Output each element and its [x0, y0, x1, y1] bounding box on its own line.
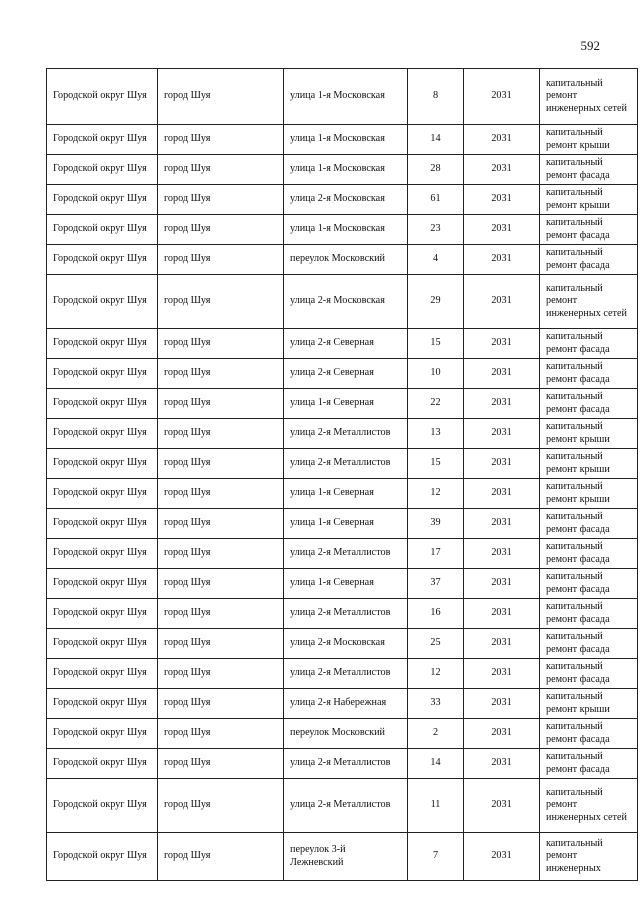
year-cell: 2031 [464, 509, 540, 539]
work-type-cell: капитальный ремонт крыши [540, 449, 638, 479]
table-row [47, 509, 638, 539]
street-cell: улица 1-я Северная [284, 389, 408, 419]
table-row [47, 215, 638, 245]
house-number-cell: 7 [408, 833, 464, 881]
work-type-cell: капитальный ремонт фасада [540, 569, 638, 599]
district-cell: Городской округ Шуя [47, 539, 158, 569]
city-cell: город Шуя [158, 779, 284, 833]
district-cell: Городской округ Шуя [47, 329, 158, 359]
house-number-cell: 11 [408, 779, 464, 833]
work-type-cell: капитальный ремонт фасада [540, 749, 638, 779]
district-cell: Городской округ Шуя [47, 599, 158, 629]
street-cell: улица 1-я Московская [284, 215, 408, 245]
city-cell: город Шуя [158, 689, 284, 719]
year-cell: 2031 [464, 539, 540, 569]
district-cell: Городской округ Шуя [47, 245, 158, 275]
street-cell: улица 2-я Металлистов [284, 539, 408, 569]
street-cell: улица 1-я Московская [284, 125, 408, 155]
city-cell: город Шуя [158, 569, 284, 599]
house-number-cell: 4 [408, 245, 464, 275]
city-cell: город Шуя [158, 659, 284, 689]
page-number: 592 [580, 38, 600, 53]
street-cell: улица 2-я Металлистов [284, 659, 408, 689]
year-cell: 2031 [464, 185, 540, 215]
table-row [47, 329, 638, 359]
district-cell: Городской округ Шуя [47, 185, 158, 215]
work-type-cell: капитальный ремонт фасада [540, 719, 638, 749]
city-cell: город Шуя [158, 275, 284, 329]
street-cell: улица 2-я Металлистов [284, 419, 408, 449]
street-cell: переулок Московский [284, 245, 408, 275]
street-cell: улица 2-я Северная [284, 359, 408, 389]
year-cell: 2031 [464, 215, 540, 245]
street-cell: улица 2-я Металлистов [284, 599, 408, 629]
house-number-cell: 13 [408, 419, 464, 449]
work-type-cell: капитальный ремонт фасада [540, 539, 638, 569]
table-row [47, 419, 638, 449]
table-row [47, 185, 638, 215]
work-type-cell: капитальный ремонт крыши [540, 689, 638, 719]
house-number-cell: 33 [408, 689, 464, 719]
year-cell: 2031 [464, 833, 540, 881]
house-number-cell: 8 [408, 69, 464, 125]
city-cell: город Шуя [158, 719, 284, 749]
work-type-cell: капитальный ремонт инженерных сетей [540, 69, 638, 125]
street-cell: улица 2-я Северная [284, 329, 408, 359]
house-number-cell: 29 [408, 275, 464, 329]
work-type-cell: капитальный ремонт инженерных [540, 833, 638, 881]
house-number-cell: 10 [408, 359, 464, 389]
table-row [47, 539, 638, 569]
city-cell: город Шуя [158, 185, 284, 215]
house-number-cell: 23 [408, 215, 464, 245]
house-number-cell: 2 [408, 719, 464, 749]
street-cell: улица 2-я Металлистов [284, 779, 408, 833]
year-cell: 2031 [464, 275, 540, 329]
table-row [47, 779, 638, 833]
table-row [47, 69, 638, 125]
district-cell: Городской округ Шуя [47, 719, 158, 749]
year-cell: 2031 [464, 69, 540, 125]
district-cell: Городской округ Шуя [47, 359, 158, 389]
city-cell: город Шуя [158, 215, 284, 245]
street-cell: улица 2-я Металлистов [284, 749, 408, 779]
work-type-cell: капитальный ремонт крыши [540, 479, 638, 509]
work-type-cell: капитальный ремонт крыши [540, 125, 638, 155]
street-cell: улица 1-я Московская [284, 155, 408, 185]
street-cell: улица 2-я Набережная [284, 689, 408, 719]
district-cell: Городской округ Шуя [47, 125, 158, 155]
year-cell: 2031 [464, 659, 540, 689]
table-row [47, 155, 638, 185]
work-type-cell: капитальный ремонт инженерных сетей [540, 275, 638, 329]
city-cell: город Шуя [158, 419, 284, 449]
year-cell: 2031 [464, 749, 540, 779]
city-cell: город Шуя [158, 629, 284, 659]
year-cell: 2031 [464, 719, 540, 749]
district-cell: Городской округ Шуя [47, 833, 158, 881]
year-cell: 2031 [464, 569, 540, 599]
house-number-cell: 22 [408, 389, 464, 419]
street-cell: улица 1-я Северная [284, 509, 408, 539]
house-number-cell: 14 [408, 125, 464, 155]
city-cell: город Шуя [158, 359, 284, 389]
district-cell: Городской округ Шуя [47, 419, 158, 449]
repair-schedule-table [46, 68, 638, 881]
house-number-cell: 28 [408, 155, 464, 185]
street-cell: улица 2-я Металлистов [284, 449, 408, 479]
table-row [47, 389, 638, 419]
work-type-cell: капитальный ремонт фасада [540, 509, 638, 539]
street-cell: улица 1-я Северная [284, 569, 408, 599]
city-cell: город Шуя [158, 599, 284, 629]
table-row [47, 749, 638, 779]
year-cell: 2031 [464, 779, 540, 833]
district-cell: Городской округ Шуя [47, 389, 158, 419]
street-cell: улица 2-я Московская [284, 629, 408, 659]
city-cell: город Шуя [158, 539, 284, 569]
year-cell: 2031 [464, 629, 540, 659]
district-cell: Городской округ Шуя [47, 479, 158, 509]
city-cell: город Шуя [158, 245, 284, 275]
year-cell: 2031 [464, 449, 540, 479]
street-cell: улица 2-я Московская [284, 275, 408, 329]
year-cell: 2031 [464, 359, 540, 389]
district-cell: Городской округ Шуя [47, 509, 158, 539]
district-cell: Городской округ Шуя [47, 749, 158, 779]
street-cell: улица 1-я Московская [284, 69, 408, 125]
district-cell: Городской округ Шуя [47, 779, 158, 833]
table-row [47, 275, 638, 329]
street-cell: переулок 3-й Лежневский [284, 833, 408, 881]
street-cell: улица 1-я Северная [284, 479, 408, 509]
street-cell: улица 2-я Московская [284, 185, 408, 215]
district-cell: Городской округ Шуя [47, 155, 158, 185]
work-type-cell: капитальный ремонт фасада [540, 329, 638, 359]
city-cell: город Шуя [158, 509, 284, 539]
year-cell: 2031 [464, 125, 540, 155]
year-cell: 2031 [464, 479, 540, 509]
work-type-cell: капитальный ремонт фасада [540, 215, 638, 245]
city-cell: город Шуя [158, 125, 284, 155]
work-type-cell: капитальный ремонт фасада [540, 599, 638, 629]
table-row [47, 719, 638, 749]
year-cell: 2031 [464, 689, 540, 719]
street-cell: переулок Московский [284, 719, 408, 749]
house-number-cell: 25 [408, 629, 464, 659]
work-type-cell: капитальный ремонт крыши [540, 419, 638, 449]
city-cell: город Шуя [158, 449, 284, 479]
year-cell: 2031 [464, 419, 540, 449]
city-cell: город Шуя [158, 69, 284, 125]
year-cell: 2031 [464, 155, 540, 185]
work-type-cell: капитальный ремонт фасада [540, 389, 638, 419]
house-number-cell: 14 [408, 749, 464, 779]
year-cell: 2031 [464, 599, 540, 629]
work-type-cell: капитальный ремонт инженерных сетей [540, 779, 638, 833]
year-cell: 2031 [464, 329, 540, 359]
work-type-cell: капитальный ремонт фасада [540, 359, 638, 389]
year-cell: 2031 [464, 389, 540, 419]
table-row [47, 359, 638, 389]
table-row [47, 629, 638, 659]
house-number-cell: 61 [408, 185, 464, 215]
district-cell: Городской округ Шуя [47, 275, 158, 329]
city-cell: город Шуя [158, 389, 284, 419]
city-cell: город Шуя [158, 155, 284, 185]
house-number-cell: 17 [408, 539, 464, 569]
district-cell: Городской округ Шуя [47, 629, 158, 659]
house-number-cell: 37 [408, 569, 464, 599]
work-type-cell: капитальный ремонт крыши [540, 185, 638, 215]
house-number-cell: 12 [408, 659, 464, 689]
table-row [47, 833, 638, 881]
table-row [47, 449, 638, 479]
city-cell: город Шуя [158, 749, 284, 779]
city-cell: город Шуя [158, 329, 284, 359]
work-type-cell: капитальный ремонт фасада [540, 659, 638, 689]
district-cell: Городской округ Шуя [47, 449, 158, 479]
year-cell: 2031 [464, 245, 540, 275]
district-cell: Городской округ Шуя [47, 689, 158, 719]
table-row [47, 659, 638, 689]
table-row [47, 569, 638, 599]
district-cell: Городской округ Шуя [47, 215, 158, 245]
house-number-cell: 12 [408, 479, 464, 509]
house-number-cell: 16 [408, 599, 464, 629]
table-row [47, 479, 638, 509]
table-body [47, 69, 638, 881]
work-type-cell: капитальный ремонт фасада [540, 155, 638, 185]
house-number-cell: 15 [408, 449, 464, 479]
house-number-cell: 15 [408, 329, 464, 359]
table-row [47, 245, 638, 275]
table-row [47, 599, 638, 629]
table-row [47, 125, 638, 155]
table-row [47, 689, 638, 719]
city-cell: город Шуя [158, 833, 284, 881]
work-type-cell: капитальный ремонт фасада [540, 629, 638, 659]
city-cell: город Шуя [158, 479, 284, 509]
house-number-cell: 39 [408, 509, 464, 539]
district-cell: Городской округ Шуя [47, 659, 158, 689]
district-cell: Городской округ Шуя [47, 69, 158, 125]
work-type-cell: капитальный ремонт фасада [540, 245, 638, 275]
district-cell: Городской округ Шуя [47, 569, 158, 599]
